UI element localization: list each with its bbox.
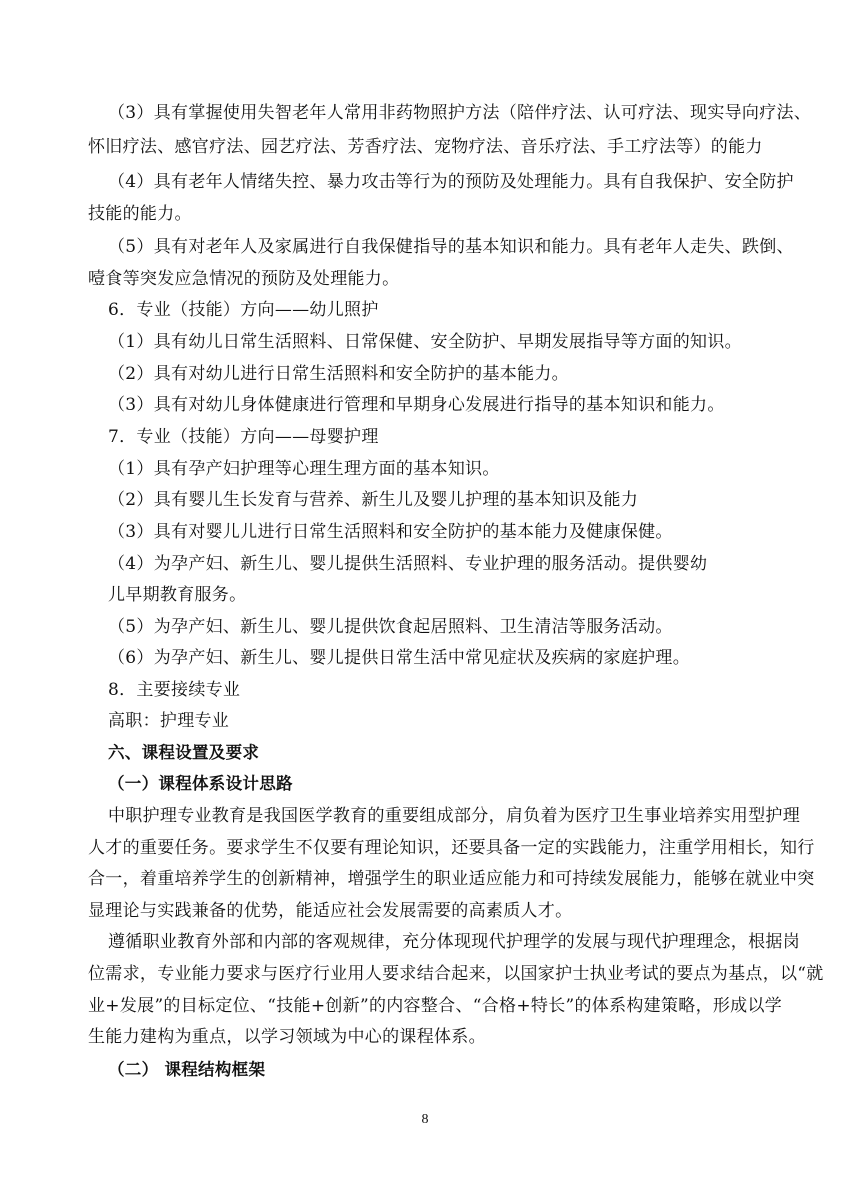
text-line: （1）具有幼儿日常生活照料、日常保健、安全防护、早期发展指导等方面的知识。 <box>108 332 742 352</box>
subsection-heading: （二） 课程结构框架 <box>108 1060 266 1079</box>
text-line: （3）具有掌握使用失智老年人常用非药物照护方法（陪伴疗法、认可疗法、现实导向疗法、 <box>108 103 812 123</box>
text-line: 噎食等突发应急情况的预防及处理能力。 <box>88 269 400 289</box>
subsection-heading: （一）课程体系设计思路 <box>108 774 293 793</box>
section-heading: 8．主要接续专业 <box>108 680 241 700</box>
section-heading: 6．专业（技能）方向——幼儿照护 <box>108 300 379 320</box>
text-line: （2）具有对幼儿进行日常生活照料和安全防护的基本能力。 <box>108 364 569 384</box>
text-line: （3）具有对婴儿儿进行日常生活照料和安全防护的基本能力及健康保健。 <box>108 522 673 542</box>
section-heading: 7．专业（技能）方向——母婴护理 <box>108 427 379 447</box>
text-line: 中职护理专业教育是我国医学教育的重要组成部分，肩负着为医疗卫生事业培养实用型护理 <box>108 806 800 826</box>
text-line: 合一，着重培养学生的创新精神，增强学生的职业适应能力和可持续发展能力，能够在就业中突 <box>88 869 815 889</box>
text-line: 显理论与实践兼备的优势，能适应社会发展需要的高素质人才。 <box>88 901 573 921</box>
text-line: （1）具有孕产妇护理等心理生理方面的基本知识。 <box>108 459 500 479</box>
text-line: 遵循职业教育外部和内部的客观规律，充分体现现代护理学的发展与现代护理理念，根据岗 <box>108 932 800 952</box>
text-line: 技能的能力。 <box>88 204 192 224</box>
text-line: 生能力建构为重点，以学习领域为中心的课程体系。 <box>88 1027 486 1047</box>
text-line: 人才的重要任务。要求学生不仅要有理论知识，还要具备一定的实践能力，注重学用相长，知行 <box>88 838 815 858</box>
text-line: （3）具有对幼儿身体健康进行管理和早期身心发展进行指导的基本知识和能力。 <box>108 395 725 415</box>
text-line: 儿早期教育服务。 <box>108 585 247 605</box>
chapter-heading: 六、课程设置及要求 <box>108 743 260 762</box>
page-number: 8 <box>421 1112 429 1127</box>
text-line: 怀旧疗法、感官疗法、园艺疗法、芳香疗法、宠物疗法、音乐疗法、手工疗法等）的能力 <box>88 137 763 157</box>
text-line: （6）为孕产妇、新生儿、婴儿提供日常生活中常见症状及疾病的家庭护理。 <box>108 648 691 668</box>
text-line: （5）为孕产妇、新生儿、婴儿提供饮食起居照料、卫生清洁等服务活动。 <box>108 617 673 637</box>
text-line: 位需求，专业能力要求与医疗行业用人要求结合起来，以国家护士执业考试的要点为基点，以“就 <box>88 964 824 984</box>
text-line: （5）具有对老年人及家属进行自我保健指导的基本知识和能力。具有老年人走失、跌倒、 <box>108 237 794 257</box>
text-line: （4）为孕产妇、新生儿、婴儿提供生活照料、专业护理的服务活动。提供婴幼 <box>108 554 708 574</box>
text-line: 高职：护理专业 <box>108 711 230 731</box>
text-line: （2）具有婴儿生长发育与营养、新生儿及婴儿护理的基本知识及能力 <box>108 490 639 510</box>
text-line: （4）具有老年人情绪失控、暴力攻击等行为的预防及处理能力。具有自我保护、安全防护 <box>108 172 794 192</box>
text-line: 业+发展”的目标定位、“技能+创新”的内容整合、“合格+特长”的体系构建策略，形成以学 <box>88 996 783 1016</box>
